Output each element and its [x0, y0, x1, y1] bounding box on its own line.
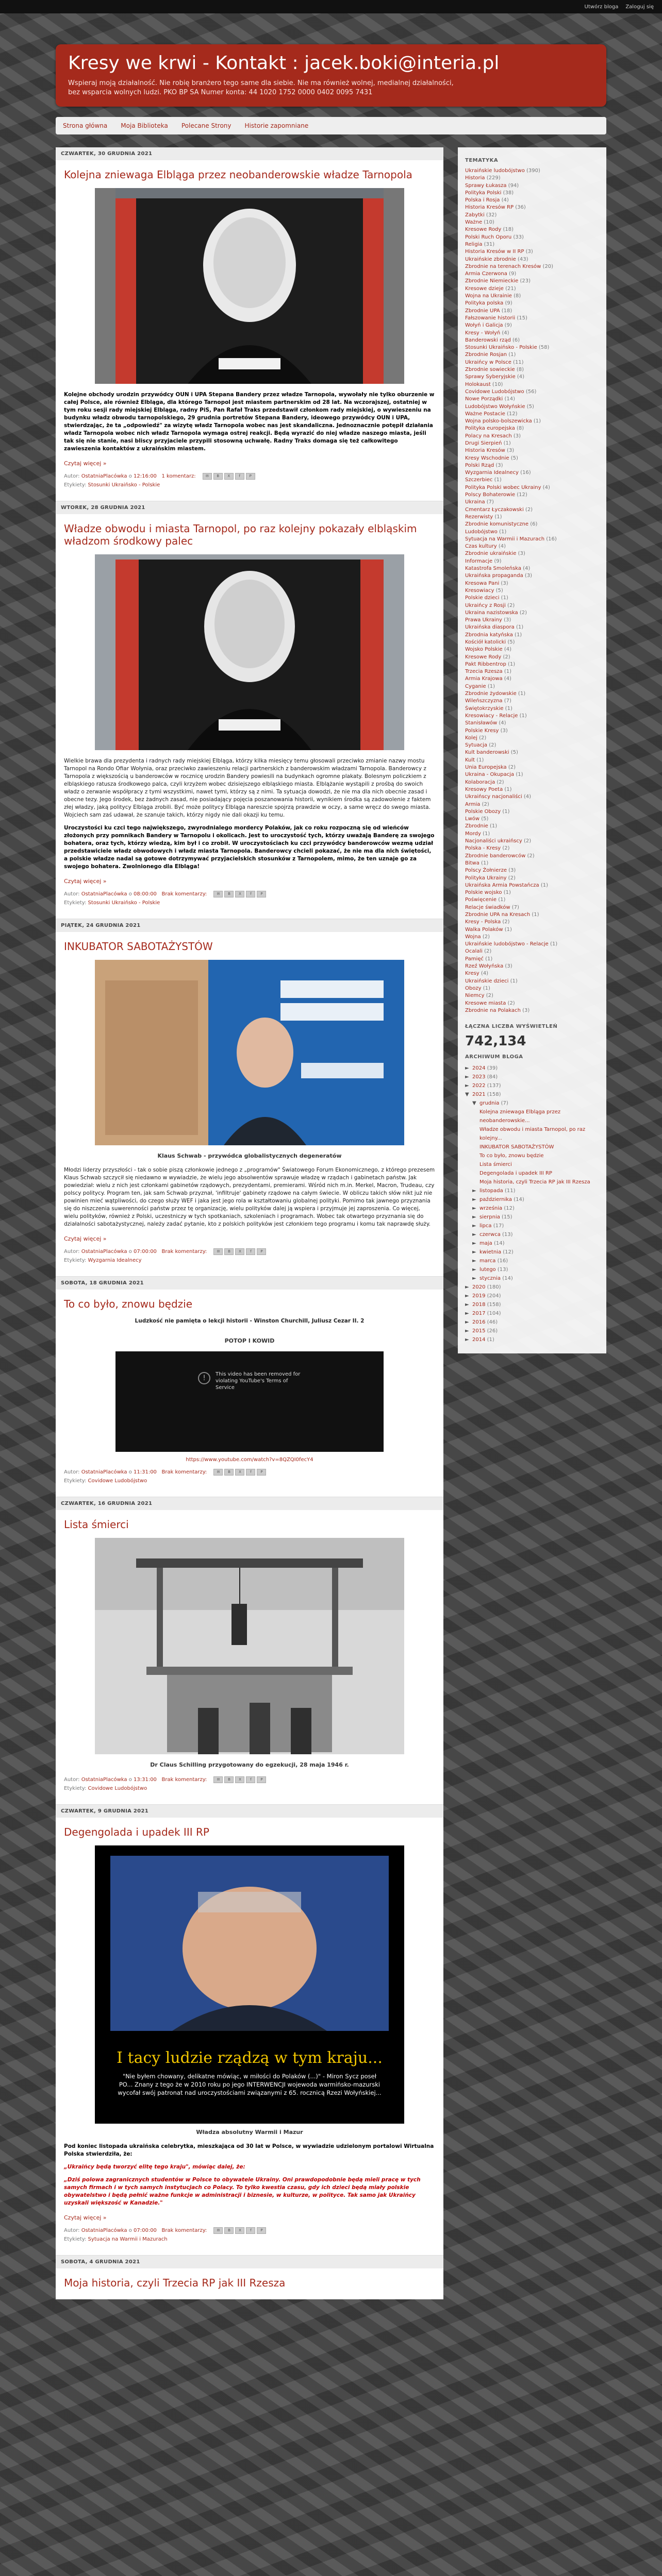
post-body: Kolejne obchody urodzin przywódcy OUN i UPA Stepana Bandery przez władze Tarnopola, wywołały nie tylko oburzenie w całej Polsce, ale również Elbląga, dla którego Tarnopol jest miastem partnerskim od 28 lat. Na wczorajszej, ostatniej w tym roku sesji rady miejskiej Elbląga, radny PiS, Pan Rafał Traks przedstawił członkom rady miejskiej, o wywieszeniu na budynku władz obwodu tarnopolskiego, 29 grudnia portretów Stepana Bandery, ideowego przywódcy OUN i UPA, stwierdzając, że ta „odpowiedź" za wizytę władz Tarnopola wobec nas jest skandaliczna. Jednoznacznie potępił działania władz Tarnopola wobec nich władz Tarnopola wymaga ostrej reakcji. Będą wyrazić do niej władze naszego miasta, jeśli tak się nie stanie, nasi bliscy przyjaciele przypili stosowną uchwałę. Radny Traks domaga się też całkowitego zawieszenia kontaktów z ukraińskim miastem.: [64, 392, 435, 452]
share-buttons: [213, 1776, 266, 1783]
author-link[interactable]: OstatniaPlacówka: [81, 1249, 127, 1255]
login-link[interactable]: Zaloguj się: [625, 4, 654, 10]
tag-link[interactable]: Cmentarz Łyczakowski (2): [465, 506, 533, 513]
email-share-icon[interactable]: ✉: [213, 1776, 223, 1783]
tag-link[interactable]: Ukraińskie dzieci (1): [465, 978, 518, 984]
archive-toggle[interactable]: ► września (12): [465, 1204, 599, 1213]
post-title[interactable]: To co było, znowu będzie: [64, 1298, 193, 1310]
tag-link[interactable]: Ukraińskie ludobójstwo (390): [465, 168, 540, 174]
meme-image: [95, 1845, 404, 2124]
archive-toggle[interactable]: ► 2018 (158): [465, 1300, 599, 1309]
post-body: Wielkie brawa dla prezydenta i radnych rady miejskiej Elbląga, którzy kilka miesięcy temu głosowali przeciwko zmianie nazwy mostu Tarnopol na Rondo Ofiar Wołynia, oraz przeciwko zawieszeniu relacji partnerskich z banderowskim władzami Tarnopola. Banderowcy z Tarnopola z większością u banderowców w rocznicę urodzin Bandery powiesili na budynkach ogromne plakaty. Bolesnym policzkiem z elbląskiego ratusza środkowego palca, czyli krzyżem wobec dzisiejszego elbląskiego miasta. Elblążanie wystąpili z prośbą do swoich władz o zerwanie współpracy z tymi wszystkimi, nawet tymi, którzy są z nimi. Ta sytuacja dowodzi, że nie ma dla nich obecnie zasad i obecne tezy. Jego środek, bez żadnych zasad, nie posiadający pojęcia poszanowania historii, wynikiem środka są zadowolenie z faktem złej władzy, jaką politycy Elbląga zrobili. Być może politycy Elbląga nareszcie spojrzą prawdzie w oczy, a same wręcz do swego miasta. Wojciech sam zaś udawał, że szanuje takich, którzy nigdy nie dali okazji ku temu. Uroczystości ku czci tego największego, zwyrodnialego mordercy Polaków, jak co roku rozpoczną się od wieńców złożonych przy pomnikach Bandery w Tarnopolu i okolicach. Jest to uroczystość tych, którzy uważają Banderę za swojego bohatera, oraz tych, którzy wiedzą, kim był i co zrobił. W uroczystościach ku czci przywódcy banderowców wezmą udział przedstawiciele władz obwodowych i władz miasta Tarnopola. Banderowcy chcieli pokazać, że nie ma dla nich świętości, a polskie władze nadal są gotowe dotrzymywać przyjacielskich stosunków z Tarnopolem, mimo, że ten uznaje go za swojego bohatera. Zwolnionego dla Elbląga!: [64, 758, 435, 870]
pinterest-share-icon[interactable]: P: [257, 1469, 266, 1476]
tag-link[interactable]: Holokaust (10): [465, 381, 503, 387]
post-time-link[interactable]: 13:31:00: [134, 1777, 157, 1783]
tag-link[interactable]: Zabytki (32): [465, 212, 497, 218]
collapsed-triangle-icon[interactable]: ►: [472, 1197, 476, 1203]
tag-link[interactable]: Polityka polska (9): [465, 300, 512, 307]
tag-link[interactable]: Zbrodnie na terenach Kresów (20): [465, 263, 554, 269]
tag-link[interactable]: Zbrodnia katyńska (1): [465, 632, 522, 638]
tag-link[interactable]: Niemcy (2): [465, 993, 493, 999]
tag-link[interactable]: Ukraińska diaspora (1): [465, 624, 524, 631]
tag-link[interactable]: Ukraińska propaganda (3): [465, 573, 533, 579]
blog-description-2: bez wsparcia wolnych ludzi. PKO BP SA Numer konta: 44 1020 1752 0000 0402 0095 7431: [68, 89, 373, 96]
collapsed-triangle-icon[interactable]: ►: [465, 1284, 469, 1291]
tag-link[interactable]: Historia Kresów RP (36): [465, 205, 526, 211]
tag-link[interactable]: Polski Rząd (3): [465, 462, 503, 468]
tag-link[interactable]: Stanisławów (4): [465, 720, 506, 726]
label-link[interactable]: Stosunki Ukraińsko - Polskie: [88, 900, 160, 906]
tag-link[interactable]: Sprawy Syberyjskie (4): [465, 374, 525, 380]
post-footer: Autor: OstatniaPlacówka o 13:31:00 Brak komentarzy: ✉ B X f P Etykiety: Covidowe Ludobójstwo: [64, 1775, 435, 1793]
tag-link[interactable]: Unia Europejska (2): [465, 765, 516, 771]
author-link[interactable]: OstatniaPlacówka: [81, 1777, 127, 1783]
archive-toggle[interactable]: ► 2017 (104): [465, 1309, 599, 1318]
main-column: [56, 147, 443, 2299]
post: [56, 1290, 443, 1497]
tag-link[interactable]: Kresowe Rody (18): [465, 227, 514, 233]
post-body: Młodzi liderzy przyszłości - tak o sobie piszą członkowie jednego z „programów" Światowego Forum Ekonomicznego, z którego prezesem Klaus Schwab szczycił się niedawno w wywiadzie, że wielu jego absolwentów sprawuje władzę w rządach i gabinetach państw. Jak powiedział: wielu z nich jest członkami gabinetów rządowych, prezydentami, premierami. Wśród nich m.in. Merkel, Macron, Trudeau, czy polscy politycy. Program ten, jak sam Schwab przyznał, 'infiltruje' gabinety rządowe na całym świecie. W obliczu takich słów nikt już nie powinien mieć wątpliwości, do czego służy WEF i jaka jest jego rola w kształtowaniu globalnej polityki. Pomimo tak jawnego przyznania się do niszczenia suwerenności państw przez tę organizację, wielu polityków dalej ją wspiera i przyjmuje jej zaproszenia. Co więcej, wielu polityków, również z Polski, uczestniczy w tych spotkaniach, szkoleniach i programach. Wobec tak otwartego przyznania się do działalności sabotażystycznej, należy zadać pytanie, kto z polskich polityków jest członkiem tego programu i komu tak naprawdę służy.: [64, 1167, 435, 1227]
tag-link[interactable]: Rzeź Wołyńska (3): [465, 963, 512, 970]
tag-link[interactable]: Pamięć (1): [465, 956, 493, 962]
read-more-link[interactable]: Czytaj więcej »: [64, 460, 107, 467]
pinterest-share-icon[interactable]: P: [257, 891, 266, 897]
tab-home[interactable]: Strona główna: [63, 122, 108, 129]
comments-link[interactable]: 1 komentarz:: [161, 473, 196, 479]
tags-list: [465, 167, 599, 1014]
tag-link[interactable]: Wołyń i Galicja (9): [465, 323, 512, 329]
image-caption: Dr Claus Schilling przygotowany do egzekucji, 28 maja 1946 r.: [150, 1761, 349, 1768]
blog-share-icon[interactable]: B: [224, 2227, 234, 2234]
share-buttons: [213, 1469, 266, 1476]
blog-share-icon[interactable]: B: [224, 1248, 234, 1255]
collapsed-triangle-icon[interactable]: ►: [472, 1258, 476, 1264]
x-share-icon[interactable]: X: [235, 2227, 244, 2234]
tag-link[interactable]: Polski Ruch Oporu (33): [465, 234, 524, 240]
collapsed-triangle-icon[interactable]: ►: [472, 1267, 476, 1273]
tag-link[interactable]: Polacy na Kresach (3): [465, 433, 521, 439]
tag-link[interactable]: Drugi Sierpień (1): [465, 440, 511, 446]
tag-link[interactable]: Zbrodnie UPA (18): [465, 308, 512, 314]
tag-link[interactable]: Zbrodnie na Polakach (3): [465, 1007, 530, 1013]
pages-tabs: [56, 117, 606, 134]
tag-link[interactable]: Wojna (2): [465, 934, 490, 940]
blog-share-icon[interactable]: B: [213, 473, 223, 480]
share-buttons: [213, 1248, 266, 1255]
facebook-share-icon[interactable]: f: [246, 891, 255, 897]
post-footer: Autor: OstatniaPlacówka o 12:16:00 1 komentarz: ✉ B X f P Etykiety: Stosunki Ukraińsko - Polskie: [64, 472, 435, 489]
tag-link[interactable]: Kresy - Polska (2): [465, 919, 510, 925]
tag-link[interactable]: Ocalali (2): [465, 948, 492, 955]
collapsed-triangle-icon[interactable]: ►: [472, 1241, 476, 1247]
author-link[interactable]: OstatniaPlacówka: [81, 473, 127, 479]
share-buttons: [203, 473, 255, 480]
archive-toggle[interactable]: ► 2022 (137): [465, 1081, 599, 1090]
x-share-icon[interactable]: X: [235, 891, 244, 897]
tag-link[interactable]: Bitwa (1): [465, 860, 489, 866]
pinterest-share-icon[interactable]: P: [257, 2227, 266, 2234]
tag-link[interactable]: Lwów (5): [465, 816, 489, 822]
tag-link[interactable]: Kresy - Wołyń (4): [465, 330, 509, 336]
tag-link[interactable]: Nacjonaliści ukraińscy (2): [465, 838, 532, 844]
comments-link[interactable]: Brak komentarzy:: [161, 1469, 207, 1475]
facebook-share-icon[interactable]: f: [246, 1248, 255, 1255]
date-header: WTOREK, 28 GRUDNIA 2021: [56, 501, 443, 514]
label-link[interactable]: Wyzgarnia Idealnecy: [88, 1258, 142, 1263]
tag-link[interactable]: Kresowe dzieje (21): [465, 285, 516, 292]
tag-link[interactable]: Ukraina nazistowska (2): [465, 609, 527, 616]
tag-link[interactable]: Ukraińscy nacjonaliści (4): [465, 794, 531, 800]
post-body: Pod koniec listopada ukraińska celebrytka, mieszkająca od 30 lat w Polsce, w wywiadzie udzielonym portalowi Wirtualna Polska stwierdziła, że: „Ukraińcy będą tworzyć elitę tego kraju", mówiąc dalej, że: „Dziś polowa zagranicznych studentów w Polsce to obywatele Ukrainy. Oni prawdopodobnie będą mieli pracę w tych samych firmach i w tych samych instytucjach co Polacy. To tylko kwestia czasu, gdy ich dzieci będą miały polskie obywatelstwo i będą pełnić ważne funkcje w administracji i biznesie, w kulturze, w polityce. Tak samo jak Ukraińcy uzyskali większość w Kanadzie.": [64, 2143, 434, 2206]
create-blog-link[interactable]: Utwórz bloga: [584, 4, 619, 10]
tag-link[interactable]: Informacje (9): [465, 558, 502, 564]
tag-link[interactable]: Zbrodnie UPA na Kresach (1): [465, 911, 539, 918]
archive-toggle[interactable]: ► 2016 (46): [465, 1318, 599, 1327]
tag-link[interactable]: Sytuacja (2): [465, 742, 496, 749]
date-header: CZWARTEK, 30 GRUDNIA 2021: [56, 147, 443, 160]
date-header: CZWARTEK, 9 GRUDNIA 2021: [56, 1805, 443, 1818]
tag-link[interactable]: Katastrofa Smoleńska (4): [465, 566, 531, 572]
label-link[interactable]: Covidowe Ludobójstwo: [88, 1478, 147, 1484]
tag-link[interactable]: Polskie wojsko (1): [465, 890, 511, 896]
tag-link[interactable]: Historia Kresów w II RP (3): [465, 249, 533, 255]
archive-toggle[interactable]: ► marca (16): [465, 1257, 599, 1265]
post-time-link[interactable]: 08:00:00: [134, 891, 157, 897]
comments-link[interactable]: Brak komentarzy:: [161, 1249, 207, 1255]
archive-toggle[interactable]: ► 2015 (26): [465, 1327, 599, 1335]
collapsed-triangle-icon[interactable]: ►: [465, 1319, 469, 1326]
archive-toggle[interactable]: ► października (14): [465, 1195, 599, 1204]
archive-post-link[interactable]: Władze obwodu i miasta Tarnopol, po raz kolejny...: [479, 1127, 586, 1142]
post-time-link[interactable]: 12:16:00: [134, 473, 157, 479]
tag-link[interactable]: Trzecia Rzesza (1): [465, 669, 512, 675]
email-share-icon[interactable]: ✉: [213, 2227, 223, 2234]
warning-icon: !: [198, 1372, 210, 1384]
comments-link[interactable]: Brak komentarzy:: [161, 891, 207, 897]
collapsed-triangle-icon[interactable]: ►: [472, 1206, 476, 1212]
archive-toggle[interactable]: ► stycznia (14): [465, 1274, 599, 1283]
tag-link[interactable]: Zbrodnie (1): [465, 823, 498, 829]
tag-link[interactable]: Zbrodnie Niemieckie (23): [465, 278, 531, 284]
tag-link[interactable]: Czas kultury (4): [465, 544, 506, 550]
tag-link[interactable]: Wojsko Polskie (4): [465, 647, 511, 653]
tag-link[interactable]: Polityka Ukrainy (2): [465, 875, 516, 881]
x-share-icon[interactable]: X: [224, 473, 234, 480]
archive-toggle[interactable]: ► 2024 (39): [465, 1064, 599, 1073]
tag-link[interactable]: Szczerbiec (1): [465, 477, 502, 483]
tag-link[interactable]: Kresowiacy (5): [465, 587, 503, 594]
tag-link[interactable]: Ukraińskie ludobójstwo - Relacje (1): [465, 941, 558, 947]
email-share-icon[interactable]: ✉: [213, 1469, 223, 1476]
blog-header: [56, 44, 606, 107]
tag-link[interactable]: Ukraińcy z Rosji (2): [465, 602, 515, 608]
tag-link[interactable]: Wojna na Ukrainie (8): [465, 293, 521, 299]
post: [56, 514, 443, 919]
share-buttons: [213, 891, 266, 897]
post: [56, 2268, 443, 2299]
tag-link[interactable]: Obozy (1): [465, 985, 490, 991]
image-caption: Klaus Schwab - przywódca globalistycznych degeneratów: [157, 1153, 342, 1159]
tag-link[interactable]: Armia Krajowa (4): [465, 676, 511, 682]
bandera-building-image: [95, 554, 404, 750]
tag-link[interactable]: Prawa Ukrainy (3): [465, 617, 511, 623]
archive-toggle[interactable]: ► kwietnia (12): [465, 1248, 599, 1257]
author-link[interactable]: OstatniaPlacówka: [81, 891, 127, 897]
tag-link[interactable]: Polityka Polski (38): [465, 190, 514, 196]
pinterest-share-icon[interactable]: P: [257, 1776, 266, 1783]
pinterest-share-icon[interactable]: P: [246, 473, 255, 480]
tag-link[interactable]: Ludobójstwo Wołyńskie (5): [465, 403, 534, 410]
tag-link[interactable]: Religia (31): [465, 241, 495, 247]
tag-link[interactable]: Relacje świadków (7): [465, 904, 519, 910]
collapsed-triangle-icon[interactable]: ►: [465, 1337, 469, 1343]
share-buttons: [213, 2227, 266, 2234]
views-count: 742,134: [465, 1033, 526, 1049]
collapsed-triangle-icon[interactable]: ►: [472, 1214, 476, 1221]
label-link[interactable]: Covidowe Ludobójstwo: [88, 1786, 147, 1791]
archive-toggle[interactable]: ► 2023 (84): [465, 1073, 599, 1081]
tag-link[interactable]: Polscy Żołnierze (3): [465, 868, 516, 874]
post-time-link[interactable]: 11:31:00: [134, 1469, 157, 1475]
tag-link[interactable]: Polska - Kresy (2): [465, 845, 510, 852]
video-heading: POTOP I KOWID: [224, 1337, 275, 1344]
tag-link[interactable]: Ukraina - Okupacja (1): [465, 772, 523, 778]
post-time-link[interactable]: 07:00:00: [134, 2228, 157, 2233]
bandera-portrait-image: [95, 188, 404, 384]
tag-link[interactable]: Kresowe miasta (2): [465, 1000, 515, 1006]
collapsed-triangle-icon[interactable]: ►: [472, 1223, 476, 1229]
archive-toggle[interactable]: ► 2019 (204): [465, 1292, 599, 1300]
tab-forgotten-stories[interactable]: Historie zapomniane: [244, 122, 309, 129]
tag-link[interactable]: Sprawy Łukasza (94): [465, 182, 519, 189]
tab-recommended[interactable]: Polecane Strony: [181, 122, 231, 129]
blog-share-icon[interactable]: B: [224, 891, 234, 897]
date-header: CZWARTEK, 16 GRUDNIA 2021: [56, 1497, 443, 1510]
tag-link[interactable]: Armia (2): [465, 801, 489, 807]
tag-link[interactable]: Kościół katolicki (5): [465, 639, 515, 645]
blogger-navbar: [0, 0, 662, 13]
tag-link[interactable]: Ukraińskie zbrodnie (43): [465, 256, 528, 262]
read-more-link[interactable]: Czytaj więcej »: [64, 2214, 107, 2221]
tag-link[interactable]: Historia Kresów (3): [465, 448, 515, 454]
x-share-icon[interactable]: X: [235, 1469, 244, 1476]
tag-link[interactable]: Kresowa Pani (3): [465, 580, 508, 586]
sidebar: [458, 147, 606, 1353]
facebook-share-icon[interactable]: f: [246, 1469, 255, 1476]
post-title[interactable]: Kolejna zniewaga Elbląga przez neobanderowskie władze Tarnopola: [64, 168, 412, 181]
execution-photo-image: [95, 1538, 404, 1754]
tag-link[interactable]: Kresowiacy - Relacje (1): [465, 713, 527, 719]
archive-toggle[interactable]: ► 2014 (1): [465, 1335, 599, 1344]
collapsed-triangle-icon[interactable]: ►: [465, 1311, 469, 1317]
tag-link[interactable]: Polityka europejska (8): [465, 426, 524, 432]
tag-link[interactable]: Covidowe Ludobójstwo (56): [465, 388, 537, 395]
collapsed-triangle-icon[interactable]: ►: [472, 1276, 476, 1282]
collapsed-triangle-icon[interactable]: ►: [472, 1188, 476, 1194]
tag-link[interactable]: Ważne Postacie (12): [465, 411, 518, 417]
archive-list: [465, 1064, 599, 1344]
post-footer: Autor: OstatniaPlacówka o 08:00:00 Brak komentarzy: ✉ B X f P Etykiety: Stosunki Ukraińsko - Polskie: [64, 890, 435, 907]
x-share-icon[interactable]: X: [235, 1248, 244, 1255]
post-title[interactable]: Lista śmierci: [64, 1518, 129, 1531]
archive-post-link[interactable]: Lista śmierci: [479, 1162, 512, 1168]
tab-library[interactable]: Moja Biblioteka: [121, 122, 168, 129]
archive-post-link[interactable]: Kolejna zniewaga Elbląga przez neobanderowskie...: [479, 1109, 561, 1124]
tag-link[interactable]: Rezerwisty (1): [465, 514, 502, 520]
post-footer: Autor: OstatniaPlacówka o 07:00:00 Brak komentarzy: ✉ B X f P Etykiety: Sytuacja na Warmii i Mazurach: [64, 2226, 435, 2244]
tag-link[interactable]: Pakt Ribbentrop (1): [465, 661, 516, 667]
archive-toggle[interactable]: ► sierpnia (15): [465, 1213, 599, 1222]
post: [56, 1818, 443, 2256]
comments-link[interactable]: Brak komentarzy:: [161, 2228, 207, 2233]
tag-link[interactable]: Kult (1): [465, 757, 484, 763]
archive-post-link[interactable]: To co było, znowu będzie: [479, 1153, 544, 1159]
tag-link[interactable]: Kresowy Poeta (1): [465, 786, 512, 792]
youtube-link[interactable]: https://www.youtube.com/watch?v=8QZQI0fecY4: [186, 1457, 313, 1463]
tag-link[interactable]: Polscy Bohaterowie (12): [465, 492, 527, 498]
tag-link[interactable]: Zbrodnie komunistyczne (6): [465, 521, 538, 528]
tag-link[interactable]: Sytuacja na Warmii i Mazurach (16): [465, 536, 557, 542]
tag-link[interactable]: Zbrodnie Rosjan (1): [465, 352, 516, 358]
archive-post-link[interactable]: INKUBATOR SABOTAŻYSTÓW: [479, 1144, 554, 1150]
tag-link[interactable]: Polskie Kresy (3): [465, 727, 508, 734]
blog-title[interactable]: Kresy we krwi - Kontakt : jacek.boki@interia.pl: [68, 53, 500, 74]
email-share-icon[interactable]: ✉: [203, 473, 212, 480]
post-time-link[interactable]: 07:00:00: [134, 1249, 157, 1255]
tag-link[interactable]: Mordy (1): [465, 831, 490, 837]
tag-link[interactable]: Fałszowanie historii (15): [465, 315, 527, 321]
label-link[interactable]: Sytuacja na Warmii i Mazurach: [88, 2236, 168, 2242]
youtube-embed[interactable]: ! This video has been removed for violating YouTube's Terms of Service: [115, 1351, 384, 1452]
tag-link[interactable]: Polskie Obozy (1): [465, 808, 510, 815]
date-header: SOBOTA, 4 GRUDNIA 2021: [56, 2256, 443, 2268]
label-link[interactable]: Stosunki Ukraińsko - Polskie: [88, 482, 160, 488]
date-header: PIĄTEK, 24 GRUDNIA 2021: [56, 919, 443, 932]
tag-link[interactable]: Wyzgarnia Idealnecy (16): [465, 470, 531, 476]
tag-link[interactable]: Ukraina (7): [465, 499, 494, 505]
post-quote: Ludzkość nie pamięta o lekcji historii - Winston Churchill, Juliusz Cezar II. 2: [135, 1318, 365, 1324]
tag-link[interactable]: Polskie dzieci (1): [465, 595, 508, 601]
tag-link[interactable]: Ważne (10): [465, 219, 494, 226]
post: [56, 932, 443, 1277]
tag-link[interactable]: Kolej (2): [465, 735, 487, 741]
archive-toggle[interactable]: ► maja (14): [465, 1239, 599, 1248]
email-share-icon[interactable]: ✉: [213, 1248, 223, 1255]
post-title[interactable]: Władze obwodu i miasta Tarnopol, po raz kolejny pokazały elbląskim władzom środkowy palec: [64, 522, 417, 547]
collapsed-triangle-icon[interactable]: ►: [465, 1293, 469, 1299]
x-share-icon[interactable]: X: [235, 1776, 244, 1783]
post: [56, 160, 443, 501]
tag-link[interactable]: Nowe Porządki (14): [465, 396, 516, 402]
schwab-photo-image: [95, 960, 404, 1145]
tag-link[interactable]: Banderowski rząd (6): [465, 337, 520, 343]
date-header: SOBOTA, 18 GRUDNIA 2021: [56, 1277, 443, 1290]
facebook-share-icon[interactable]: f: [235, 473, 244, 480]
pinterest-share-icon[interactable]: P: [257, 1248, 266, 1255]
views-heading: ŁĄCZNA LICZBA WYŚWIETLEŃ: [465, 1024, 558, 1030]
tag-link[interactable]: Kresy Wschodnie (5): [465, 455, 518, 461]
tag-link[interactable]: Polityka Polski wobec Ukrainy (4): [465, 484, 550, 490]
blog-share-icon[interactable]: B: [224, 1776, 234, 1783]
author-link[interactable]: OstatniaPlacówka: [81, 1469, 127, 1475]
post-footer: Autor: OstatniaPlacówka o 07:00:00 Brak komentarzy: ✉ B X f P Etykiety: Wyzgarnia Idealnecy: [64, 1247, 435, 1265]
read-more-link[interactable]: Czytaj więcej »: [64, 1235, 107, 1242]
email-share-icon[interactable]: ✉: [213, 891, 223, 897]
collapsed-triangle-icon[interactable]: ►: [465, 1065, 469, 1072]
tag-link[interactable]: Zbrodnie banderowców (2): [465, 853, 535, 859]
archive-toggle[interactable]: ► lipca (17): [465, 1222, 599, 1230]
archive-toggle[interactable]: ► 2020 (180): [465, 1283, 599, 1292]
post-title[interactable]: Moja historia, czyli Trzecia RP jak III Rzesza: [64, 2277, 286, 2289]
tag-link[interactable]: Poświęcenie (1): [465, 897, 506, 903]
tag-link[interactable]: Zbrodnie sowieckie (8): [465, 367, 524, 373]
tag-link[interactable]: Stosunki Ukraińsko - Polskie (58): [465, 345, 550, 351]
tag-link[interactable]: Zbrodnie ukraińskie (3): [465, 551, 525, 557]
blog-share-icon[interactable]: B: [224, 1469, 234, 1476]
tag-link[interactable]: Historia (229): [465, 175, 501, 181]
image-caption: Władza absolutny Warmii i Mazur: [196, 2129, 303, 2136]
tag-link[interactable]: Ukraińska Armia Powstańcza (1): [465, 882, 548, 888]
header-wrap: [56, 44, 606, 134]
tag-link[interactable]: Zbrodnie żydowskie (1): [465, 691, 526, 697]
archive-heading: ARCHIWUM BLOGA: [465, 1054, 523, 1060]
tag-link[interactable]: Ludobójstwo (1): [465, 529, 507, 535]
collapsed-triangle-icon[interactable]: ►: [465, 1302, 469, 1308]
collapsed-triangle-icon[interactable]: ►: [465, 1083, 469, 1089]
tags-heading: TEMATYKA: [465, 158, 499, 163]
blog-description-1: Wspieraj moją działalność. Nie robię branżero tego same dla siebie. Nie ma również wolnej, medialnej działalności,: [68, 79, 454, 87]
archive-toggle[interactable]: ► czerwca (13): [465, 1230, 599, 1239]
author-link[interactable]: OstatniaPlacówka: [81, 2228, 127, 2233]
collapsed-triangle-icon[interactable]: ►: [465, 1328, 469, 1334]
facebook-share-icon[interactable]: f: [246, 2227, 255, 2234]
archive-post-link[interactable]: Moja historia, czyli Trzecia RP jak III Rzesza: [479, 1179, 590, 1185]
read-more-link[interactable]: Czytaj więcej »: [64, 878, 107, 885]
tag-link[interactable]: Wileńszczyzna (7): [465, 698, 511, 704]
meme-quote: "Nie byłem chowany, delikatne mówiąc, w miłości do Polaków (...)" - Miron Sycz poseł PO... Znany z tego że w 2010 roku po jego INTERWENCJI wojewoda warmińsko-mazurski wycofał swój patronat nad uroczystościami związanymi z 65. rocznicą Rzezi Wołyńskiej...: [118, 2073, 382, 2096]
collapsed-triangle-icon[interactable]: ►: [472, 1249, 476, 1256]
post-footer: Autor: OstatniaPlacówka o 11:31:00 Brak komentarzy: ✉ B X f P Etykiety: Covidowe Ludobójstwo: [64, 1468, 435, 1485]
tag-link[interactable]: Kult banderowski (5): [465, 750, 518, 756]
post-title[interactable]: Degengolada i upadek III RP: [64, 1826, 209, 1838]
expanded-triangle-icon[interactable]: ▼: [472, 1100, 476, 1107]
tag-link[interactable]: Wojna polsko-bolszewicka (1): [465, 418, 541, 425]
archive-toggle[interactable]: ► listopada (11): [465, 1187, 599, 1195]
tag-link[interactable]: Cyganie (1): [465, 683, 495, 689]
tag-link[interactable]: Kolaboracja (2): [465, 779, 504, 785]
tag-link[interactable]: Ukraińcy w Polsce (11): [465, 359, 524, 365]
tag-link[interactable]: Świętokrzyskie (1): [465, 705, 512, 711]
archive-post-link[interactable]: Degengolada i upadek III RP: [479, 1171, 552, 1177]
tag-link[interactable]: Polska i Rosja (4): [465, 197, 509, 204]
archive-toggle[interactable]: ▼ grudnia (7): [465, 1099, 599, 1108]
post: [56, 1510, 443, 1805]
tag-link[interactable]: Armia Czerwona (9): [465, 271, 517, 277]
facebook-share-icon[interactable]: f: [246, 1776, 255, 1783]
collapsed-triangle-icon[interactable]: ►: [472, 1232, 476, 1238]
archive-toggle[interactable]: ▼ 2021 (158): [465, 1090, 599, 1099]
meme-heading: I tacy ludzie rządzą w tym kraju...: [117, 2049, 383, 2067]
tag-link[interactable]: Kresowe Rody (2): [465, 654, 510, 660]
tag-link[interactable]: Walka Polaków (1): [465, 926, 512, 933]
archive-toggle[interactable]: ► lutego (13): [465, 1265, 599, 1274]
comments-link[interactable]: Brak komentarzy:: [161, 1777, 207, 1783]
collapsed-triangle-icon[interactable]: ►: [465, 1074, 469, 1080]
tag-link[interactable]: Kresy (4): [465, 971, 489, 977]
post-title[interactable]: INKUBATOR SABOTAŻYSTÓW: [64, 940, 213, 953]
expanded-triangle-icon[interactable]: ▼: [465, 1092, 469, 1098]
